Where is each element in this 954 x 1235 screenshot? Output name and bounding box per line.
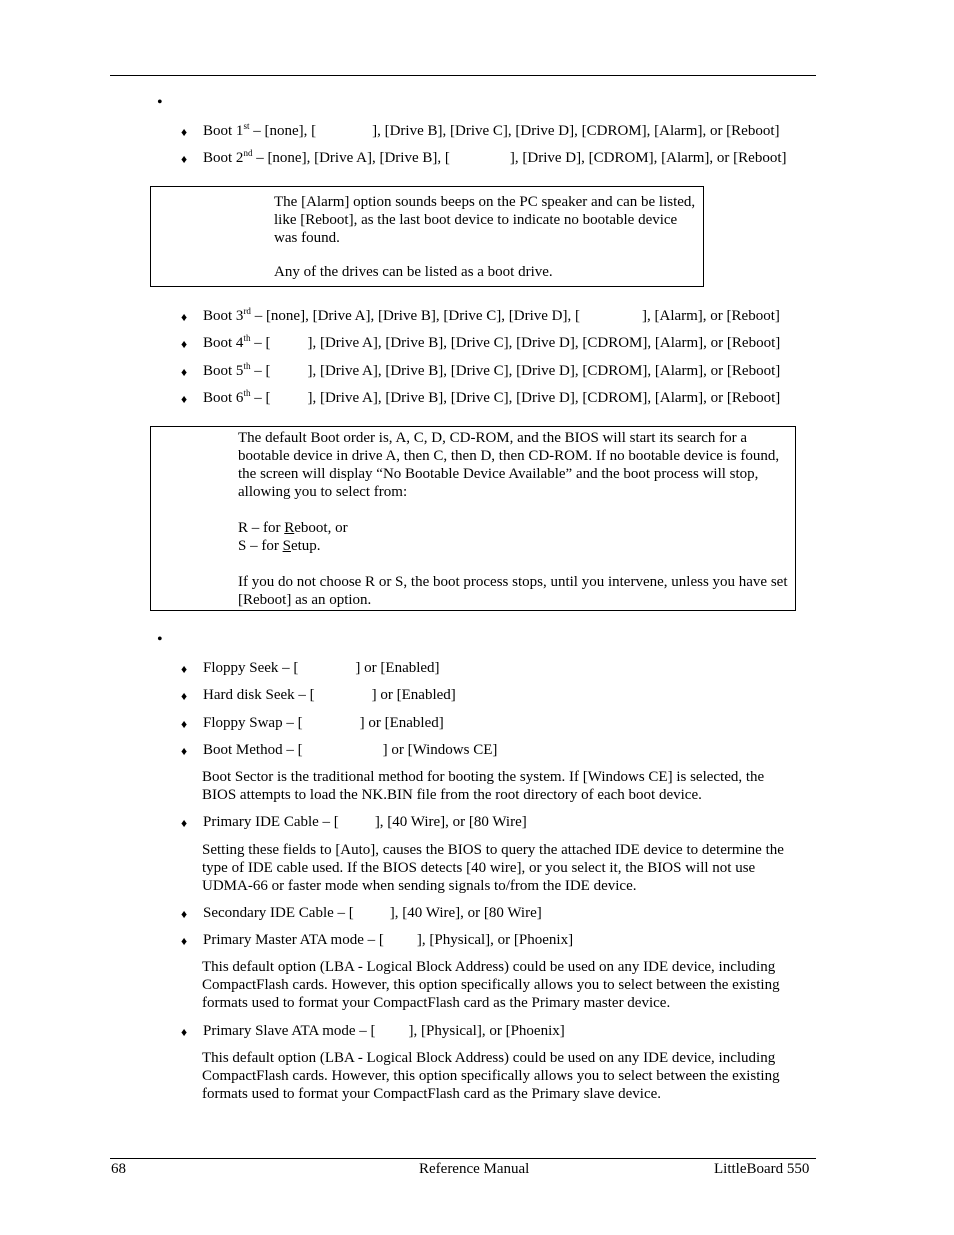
note-text: If you do not choose R or S, the boot process stops, until you intervene, unless you have set [Reboot] as an option. bbox=[238, 574, 788, 608]
list-diamond-icon: ♦ bbox=[181, 125, 188, 139]
note-box-boot-order bbox=[150, 426, 796, 611]
header-rule bbox=[110, 75, 816, 76]
list-diamond-icon: ♦ bbox=[181, 310, 188, 324]
section-bullet: • bbox=[157, 94, 163, 111]
primary-slave-ata-item: Primary Slave ATA mode – [ ], [Physical], or [Phoenix] bbox=[203, 1023, 565, 1039]
list-diamond-icon: ♦ bbox=[181, 1025, 188, 1039]
primary-ide-cable-item: Primary IDE Cable – [ ], [40 Wire], or [80 Wire] bbox=[203, 814, 527, 830]
boot-5-item: Boot 5th – [ ], [Drive A], [Drive B], [Drive C], [Drive D], [CDROM], [Alarm], or [Reboot] bbox=[203, 361, 781, 379]
primary-ide-cable-description: Setting these fields to [Auto], causes the BIOS to query the attached IDE device to determine the type of IDE cable used. If the BIOS detects [40 wire], or you select it, the BIOS will not use UDMA-66 or faster mode when sending signals to/from the IDE device. bbox=[202, 842, 784, 894]
list-diamond-icon: ♦ bbox=[181, 717, 188, 731]
floppy-seek-item: Floppy Seek – [ ] or [Enabled] bbox=[203, 660, 440, 676]
list-diamond-icon: ♦ bbox=[181, 365, 188, 379]
page-number: 68 bbox=[111, 1161, 126, 1177]
boot-4-item: Boot 4th – [ ], [Drive A], [Drive B], [Drive C], [Drive D], [CDROM], [Alarm], or [Reboot] bbox=[203, 333, 781, 351]
note-text: The default Boot order is, A, C, D, CD-ROM, and the BIOS will start its search for a bootable device in drive A, then C, then D, then CD-ROM. If no bootable device is found, the screen will display “No Bootable Device Available” and the boot process will stop, allowing you to select from: bbox=[238, 430, 780, 500]
note-text: The [Alarm] option sounds beeps on the PC speaker and can be listed, like [Reboot], as the last boot device to indicate no bootable device was found. bbox=[274, 194, 696, 246]
boot-6-item: Boot 6th – [ ], [Drive A], [Drive B], [Drive C], [Drive D], [CDROM], [Alarm], or [Reboot] bbox=[203, 388, 781, 406]
boot-method-description: Boot Sector is the traditional method for booting the system. If [Windows CE] is selected, the BIOS attempts to load the NK.BIN file from the root directory of each boot device. bbox=[202, 769, 765, 803]
primary-master-ata-description: This default option (LBA - Logical Block Address) could be used on any IDE device, including CompactFlash cards. However, this option specifically allows you to select between the existing formats used to format your CompactFlash card as the Primary master device. bbox=[202, 959, 780, 1011]
primary-master-ata-item: Primary Master ATA mode – [ ], [Physical], or [Phoenix] bbox=[203, 932, 574, 948]
list-diamond-icon: ♦ bbox=[181, 392, 188, 406]
boot-method-item: Boot Method – [ ] or [Windows CE] bbox=[203, 742, 498, 758]
floppy-swap-item: Floppy Swap – [ ] or [Enabled] bbox=[203, 715, 444, 731]
list-diamond-icon: ♦ bbox=[181, 152, 188, 166]
secondary-ide-cable-item: Secondary IDE Cable – [ ], [40 Wire], or [80 Wire] bbox=[203, 905, 542, 921]
primary-slave-ata-description: This default option (LBA - Logical Block Address) could be used on any IDE device, including CompactFlash cards. However, this option specifically allows you to select between the existing formats used to format your CompactFlash card as the Primary slave device. bbox=[202, 1050, 780, 1102]
hard-disk-seek-item: Hard disk Seek – [ ] or [Enabled] bbox=[203, 687, 456, 703]
list-diamond-icon: ♦ bbox=[181, 662, 188, 676]
footer-manual-title: Reference Manual bbox=[419, 1161, 530, 1177]
boot-3-item: Boot 3rd – [none], [Drive A], [Drive B], [Drive C], [Drive D], [ ], [Alarm], or [Reboot] bbox=[203, 306, 780, 324]
note-box-alarm bbox=[150, 186, 704, 287]
boot-2-item: Boot 2nd – [none], [Drive A], [Drive B], [ ], [Drive D], [CDROM], [Alarm], or [Reboot] bbox=[203, 148, 787, 166]
list-diamond-icon: ♦ bbox=[181, 689, 188, 703]
reboot-option: R – for Reboot, or bbox=[238, 520, 348, 536]
note-text: Any of the drives can be listed as a boot drive. bbox=[274, 264, 553, 280]
list-diamond-icon: ♦ bbox=[181, 907, 188, 921]
footer-rule bbox=[110, 1158, 816, 1159]
setup-option: S – for Setup. bbox=[238, 538, 321, 554]
footer-product-name: LittleBoard 550 bbox=[714, 1161, 810, 1177]
list-diamond-icon: ♦ bbox=[181, 337, 188, 351]
section-bullet: • bbox=[157, 631, 163, 648]
list-diamond-icon: ♦ bbox=[181, 816, 188, 830]
boot-1-item: Boot 1st – [none], [ ], [Drive B], [Drive C], [Drive D], [CDROM], [Alarm], or [Reboot] bbox=[203, 121, 780, 139]
list-diamond-icon: ♦ bbox=[181, 744, 188, 758]
list-diamond-icon: ♦ bbox=[181, 934, 188, 948]
